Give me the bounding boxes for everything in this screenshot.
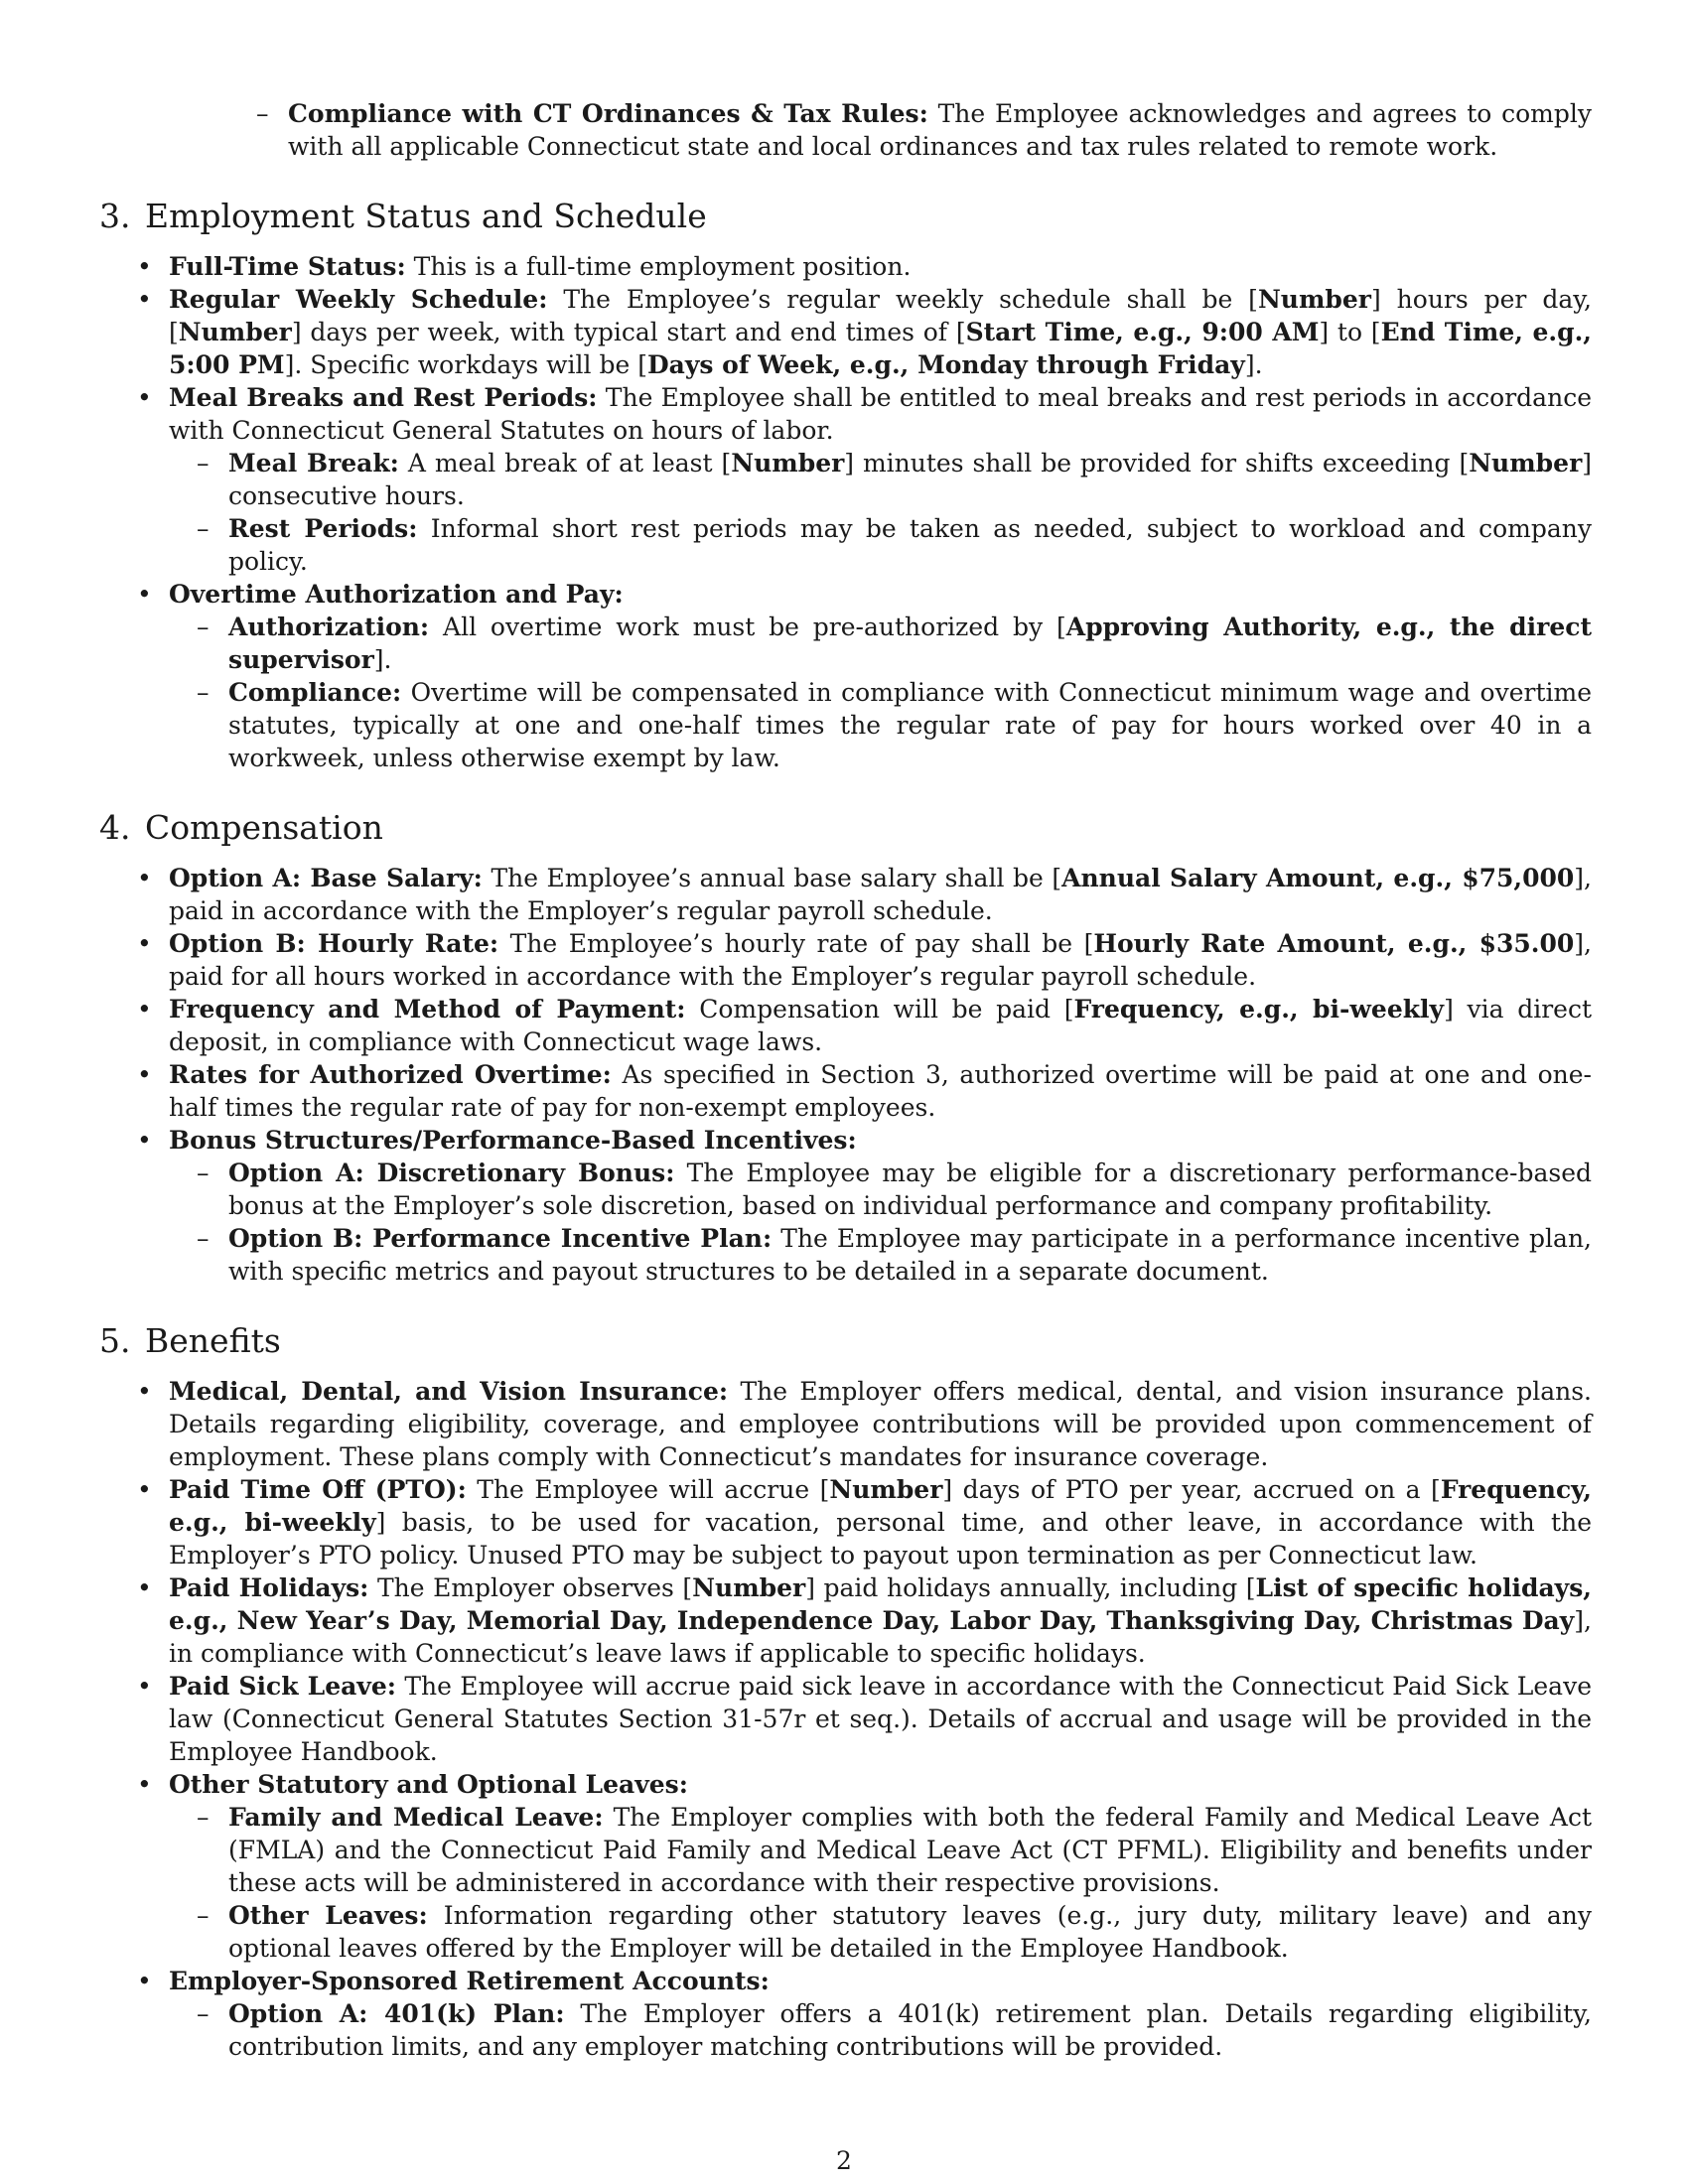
list-item: • Regular Weekly Schedule: The Employee’s regular weekly schedule shall be [Number] hours per day, [Number] days per week, with typical start and end times of [Start Time, e.g., 9:00 AM] to [End Time, e.g., 5:00 PM]. Specific workdays will be [Days of Week, e.g., Monday through Friday]. bbox=[99, 283, 1592, 381]
list-item: • Paid Holidays: The Employer observes [Number] paid holidays annually, including [List of specific holidays, e.g., New Year’s Day, Memorial Day, Independence Day, Labor Day, Thanksgiving Day, Christmas Day], in compliance with Connecticut’s leave laws if applicable to specific holidays. bbox=[99, 1571, 1592, 1670]
list-item: • Other Statutory and Optional Leaves: – Family and Medical Leave: The Employer complies with both the federal Family and Medical Leave Act (FMLA) and the Connecticut Paid Family and Medical Leave Act (CT PFML). Eligibility and benefits under these acts will be administered in accordance with their respective provisions. – Other Leaves: Information regarding other statutory leaves (e.g., jury duty, military leave) and any optional leaves offered by the Employer will be detailed in the Employee Handbook. bbox=[99, 1768, 1592, 1965]
list-item: • Option A: Base Salary: The Employee’s annual base salary shall be [Annual Salary Amount, e.g., $75,000], paid in accordance with the Employer’s regular payroll schedule. bbox=[99, 862, 1592, 927]
document-body bbox=[99, 97, 1592, 2063]
section-4-list bbox=[99, 862, 1592, 1288]
sub-list-item: – Option A: 401(k) Plan: The Employer offers a 401(k) retirement plan. Details regarding eligibility, contribution limits, and any employer matching contributions will be provided. bbox=[169, 1997, 1592, 2063]
section-heading: 5. Benefits bbox=[99, 1321, 281, 1360]
sub-list bbox=[169, 611, 1592, 774]
section-heading: 4. Compensation bbox=[99, 808, 383, 847]
list-item: • Option B: Hourly Rate: The Employee’s hourly rate of pay shall be [Hourly Rate Amount, e.g., $35.00], paid for all hours worked in accordance with the Employer’s regular payroll schedule. bbox=[99, 927, 1592, 993]
sub-list-item: – Rest Periods: Informal short rest periods may be taken as needed, subject to workload and company policy. bbox=[169, 512, 1592, 578]
list-item: • Meal Breaks and Rest Periods: The Employee shall be entitled to meal breaks and rest periods in accordance with Connecticut General Statutes on hours of labor. – Meal Break: A meal break of at least [Number] minutes shall be provided for shifts exceeding [Number] consecutive hours. – Rest Periods: Informal short rest periods may be taken as needed, subject to workload and company policy. bbox=[99, 381, 1592, 578]
section-5-list bbox=[99, 1375, 1592, 2063]
list-item: • Medical, Dental, and Vision Insurance: The Employer offers medical, dental, and vision insurance plans. Details regarding eligibility, coverage, and employee contributions will be provided upon commencement of employment. These plans comply with Connecticut’s mandates for insurance coverage. bbox=[99, 1375, 1592, 1473]
sub-list-item: – Other Leaves: Information regarding other statutory leaves (e.g., jury duty, military leave) and any optional leaves offered by the Employer will be detailed in the Employee Handbook. bbox=[169, 1899, 1592, 1965]
list-item: • Overtime Authorization and Pay: – Authorization: All overtime work must be pre-authorized by [Approving Authority, e.g., the direct supervisor]. – Compliance: Overtime will be compensated in compliance with Connecticut minimum wage and overtime statutes, typically at one and one-half times the regular rate of pay for hours worked over 40 in a workweek, unless otherwise exempt by law. bbox=[99, 578, 1592, 774]
sub-list-item: – Option A: Discretionary Bonus: The Employee may be eligible for a discretionary performance-based bonus at the Employer’s sole discretion, based on individual performance and company profitability. bbox=[169, 1157, 1592, 1222]
list-item: • Bonus Structures/Performance-Based Incentives: – Option A: Discretionary Bonus: The Employee may be eligible for a discretionary performance-based bonus at the Employer’s sole discretion, based on individual performance and company profitability. – Option B: Performance Incentive Plan: The Employee may participate in a performance incentive plan, with specific metrics and payout structures to be detailed in a separate document. bbox=[99, 1124, 1592, 1288]
list-item: • Rates for Authorized Overtime: As specified in Section 3, authorized overtime will be paid at one and one-half times the regular rate of pay for non-exempt employees. bbox=[99, 1058, 1592, 1124]
sub-list-item: – Meal Break: A meal break of at least [Number] minutes shall be provided for shifts exceeding [Number] consecutive hours. bbox=[169, 447, 1592, 512]
list-item: • Paid Time Off (PTO): The Employee will accrue [Number] days of PTO per year, accrued on a [Frequency, e.g., bi-weekly] basis, to be used for vacation, personal time, and other leave, in accordance with the Employer’s PTO policy. Unused PTO may be subject to payout upon termination as per Connecticut law. bbox=[99, 1473, 1592, 1571]
sub-list-item: – Option B: Performance Incentive Plan: The Employee may participate in a performance incentive plan, with specific metrics and payout structures to be detailed in a separate document. bbox=[169, 1222, 1592, 1288]
sub-list bbox=[169, 447, 1592, 578]
sub-list-item: – Compliance: Overtime will be compensated in compliance with Connecticut minimum wage and overtime statutes, typically at one and one-half times the regular rate of pay for hours worked over 40 in a workweek, unless otherwise exempt by law. bbox=[169, 676, 1592, 774]
list-item: – Compliance with CT Ordinances & Tax Rules: The Employee acknowledges and agrees to comply with all applicable Connecticut state and local ordinances and tax rules related to remote work. bbox=[228, 97, 1592, 163]
page-number: 2 bbox=[836, 2146, 852, 2175]
sub-list-item: – Family and Medical Leave: The Employer complies with both the federal Family and Medical Leave Act (FMLA) and the Connecticut Paid Family and Medical Leave Act (CT PFML). Eligibility and benefits under these acts will be administered in accordance with their respective provisions. bbox=[169, 1801, 1592, 1899]
sub-list bbox=[169, 1997, 1592, 2063]
sub-list-item: – Authorization: All overtime work must be pre-authorized by [Approving Authority, e.g., the direct supervisor]. bbox=[169, 611, 1592, 676]
list-item: • Paid Sick Leave: The Employee will accrue paid sick leave in accordance with the Connecticut Paid Sick Leave law (Connecticut General Statutes Section 31-57r et seq.). Details of accrual and usage will be provided in the Employee Handbook. bbox=[99, 1670, 1592, 1768]
list-item: • Full-Time Status: This is a full-time employment position. bbox=[99, 250, 1592, 283]
section-3-list bbox=[99, 250, 1592, 774]
sub-list bbox=[169, 1801, 1592, 1965]
sub-list bbox=[169, 1157, 1592, 1288]
section-heading: 3. Employment Status and Schedule bbox=[99, 197, 707, 235]
list-item: • Frequency and Method of Payment: Compensation will be paid [Frequency, e.g., bi-weekly] via direct deposit, in compliance with Connecticut wage laws. bbox=[99, 993, 1592, 1058]
intro-list bbox=[228, 97, 1592, 163]
list-item: • Employer-Sponsored Retirement Accounts: – Option A: 401(k) Plan: The Employer offers a 401(k) retirement plan. Details regarding eligibility, contribution limits, and any employer matching contributions will be provided. bbox=[99, 1965, 1592, 2063]
item-label: Compliance with CT Ordinances & Tax Rules: bbox=[288, 99, 928, 128]
